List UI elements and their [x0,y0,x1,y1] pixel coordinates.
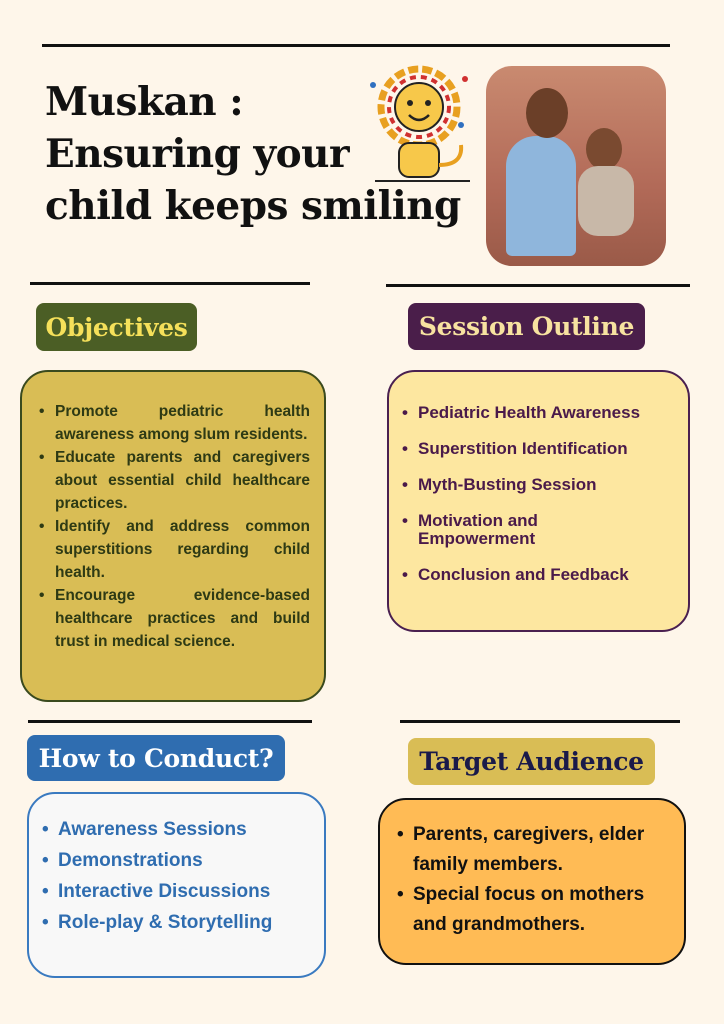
list-item: • Demonstrations [58,845,320,876]
how-to-conduct-box [27,792,326,978]
divider [30,282,310,285]
list-item: • Promote pediatric health awareness among slum residents. [55,400,310,446]
divider [400,720,680,723]
objectives-heading: Objectives [36,303,197,351]
list-item: • Identify and address common superstitions regarding child health. [55,515,310,584]
list-item: • Interactive Discussions [58,876,320,907]
list-item: • Educate parents and caregivers about essential child healthcare practices. [55,446,310,515]
list-item: • Superstition Identification [418,440,684,458]
title-line: child keeps smiling [45,183,461,229]
divider [42,44,670,47]
list-item: • Conclusion and Feedback [418,566,684,584]
divider [386,284,690,287]
list-item: • Role-play & Storytelling [58,907,320,938]
list-item: • Motivation and Empowerment [418,512,578,548]
children-reading-photo [486,66,666,266]
lion-icon [365,65,473,187]
target-audience-heading: Target Audience [408,738,655,785]
session-outline-box [387,370,690,632]
divider [28,720,312,723]
how-to-conduct-heading: How to Conduct? [27,735,285,781]
list-item: • Myth-Busting Session [418,476,684,494]
title-line: Muskan : [45,79,244,125]
list-item: • Parents, caregivers, elder family members. [413,820,676,880]
title-line: Ensuring your [45,131,350,177]
list-item: • Pediatric Health Awareness [418,404,684,422]
target-audience-box [378,798,686,965]
objectives-box [20,370,326,702]
list-item: • Awareness Sessions [58,814,320,845]
list-item: • Special focus on mothers and grandmothers. [413,880,676,940]
list-item: • Encourage evidence-based healthcare practices and build trust in medical science. [55,584,310,653]
session-outline-heading: Session Outline [408,303,645,350]
